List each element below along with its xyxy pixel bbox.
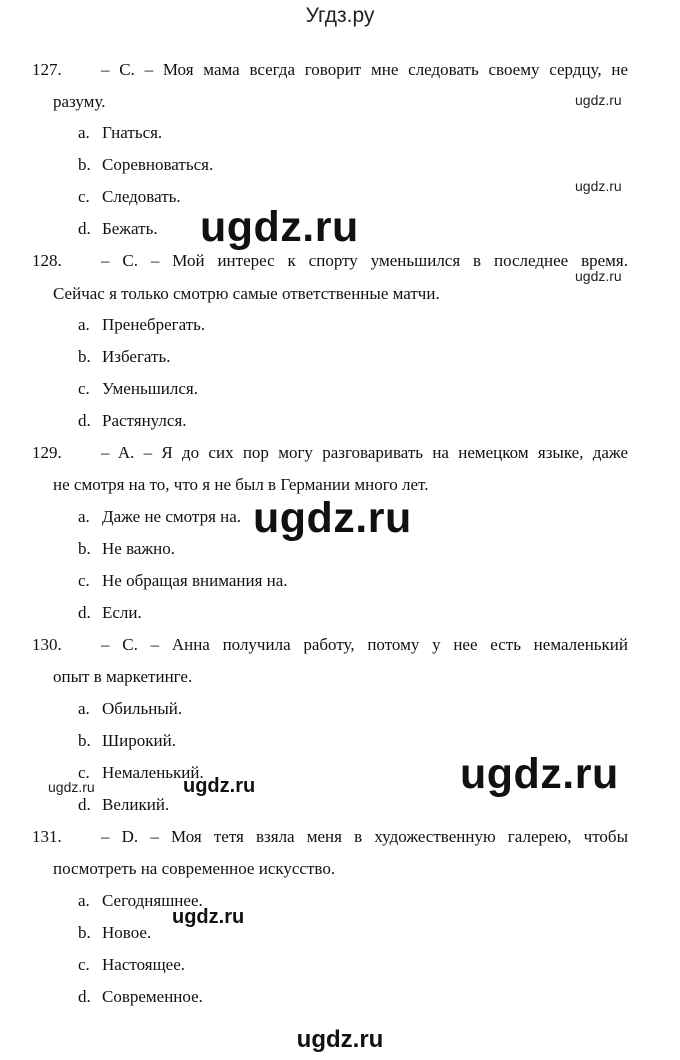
option-text: Следовать. — [102, 187, 181, 206]
option-a — [78, 699, 182, 719]
option-a — [78, 507, 241, 527]
watermark-large: ugdz.ru — [253, 494, 412, 542]
watermark-medium: ugdz.ru — [183, 775, 256, 797]
option-letter: a. — [78, 315, 90, 334]
question-text-continued: опыт в маркетинге. — [53, 667, 193, 686]
option-letter: d. — [78, 219, 91, 238]
option-text: Не обращая внимания на. — [102, 571, 288, 590]
footer-watermark: ugdz.ru — [296, 1026, 384, 1053]
option-letter: a. — [78, 507, 90, 526]
option-text: Растянулся. — [102, 411, 187, 430]
option-a — [78, 123, 162, 143]
question-number: 128. — [32, 251, 62, 270]
option-letter: c. — [78, 955, 90, 974]
option-text: Пренебрегать. — [102, 315, 206, 334]
option-a — [78, 315, 205, 335]
option-letter: b. — [78, 731, 91, 750]
question-text-continued: посмотреть на современное искусство. — [53, 859, 336, 878]
option-text: Новое. — [102, 923, 152, 942]
option-text: Если. — [102, 603, 142, 622]
question-text: – D. – Моя тетя взяла меня в художественную галерею, чтобы — [101, 827, 628, 846]
option-letter: a. — [78, 123, 90, 142]
question-text-continued: разуму. — [53, 92, 106, 111]
option-text: Избегать. — [102, 347, 171, 366]
option-c — [78, 187, 181, 207]
option-letter: b. — [78, 923, 91, 942]
watermark-small: ugdz.ru — [48, 779, 95, 795]
option-letter: a. — [78, 891, 90, 910]
question-text: – C. – Анна получила работу, потому у нее есть немаленький — [101, 635, 628, 654]
option-letter: d. — [78, 795, 91, 814]
option-letter: a. — [78, 699, 90, 718]
watermark-small: ugdz.ru — [575, 92, 622, 108]
option-d — [78, 219, 158, 239]
option-letter: d. — [78, 987, 91, 1006]
option-d — [78, 411, 187, 431]
question-text: – C. – Моя мама всегда говорит мне следовать своему сердцу, не — [101, 60, 628, 79]
watermark-large: ugdz.ru — [460, 750, 619, 798]
question-number: 129. — [32, 443, 62, 462]
question-text-continued: Сейчас я только смотрю самые ответственные матчи. — [53, 284, 440, 303]
option-text: Даже не смотря на. — [102, 507, 242, 526]
question-number: 131. — [32, 827, 62, 846]
option-letter: c. — [78, 379, 90, 398]
option-text: Великий. — [102, 795, 170, 814]
question-text: – C. – Мой интерес к спорту уменьшился в последнее время. — [101, 251, 628, 270]
question-number: 127. — [32, 60, 62, 79]
option-d — [78, 603, 142, 623]
option-letter: b. — [78, 539, 91, 558]
option-c — [78, 379, 198, 399]
question-text: – A. – Я до сих пор могу разговаривать на немецком языке, даже — [101, 443, 628, 462]
option-c — [78, 571, 288, 591]
option-b — [78, 155, 213, 175]
option-letter: c. — [78, 763, 90, 782]
option-b — [78, 347, 170, 367]
watermark-small: ugdz.ru — [575, 268, 622, 284]
option-text: Гнаться. — [102, 123, 163, 142]
option-d — [78, 795, 169, 815]
option-text: Бежать. — [102, 219, 158, 238]
watermark-large: ugdz.ru — [200, 203, 359, 251]
option-letter: c. — [78, 571, 90, 590]
option-text: Широкий. — [102, 731, 176, 750]
site-title: Угдз.ру — [305, 4, 375, 27]
option-text: Уменьшился. — [102, 379, 198, 398]
option-text: Соревноваться. — [102, 155, 214, 174]
option-b — [78, 731, 176, 751]
option-b — [78, 539, 175, 559]
watermark-medium: ugdz.ru — [172, 906, 245, 928]
option-letter: b. — [78, 347, 91, 366]
option-letter: b. — [78, 155, 91, 174]
question-number: 130. — [32, 635, 62, 654]
option-letter: d. — [78, 411, 91, 430]
option-text: Современное. — [102, 987, 203, 1006]
option-text: Сегодняшнее. — [102, 891, 203, 910]
option-b — [78, 923, 151, 943]
option-letter: c. — [78, 187, 90, 206]
watermark-small: ugdz.ru — [575, 178, 622, 194]
option-text: Немаленький. — [102, 763, 204, 782]
question-text-continued: не смотря на то, что я не был в Германии много лет. — [53, 475, 429, 494]
option-c — [78, 955, 185, 975]
option-letter: d. — [78, 603, 91, 622]
option-text: Настоящее. — [102, 955, 185, 974]
option-text: Не важно. — [102, 539, 176, 558]
option-d — [78, 987, 203, 1007]
option-text: Обильный. — [102, 699, 183, 718]
